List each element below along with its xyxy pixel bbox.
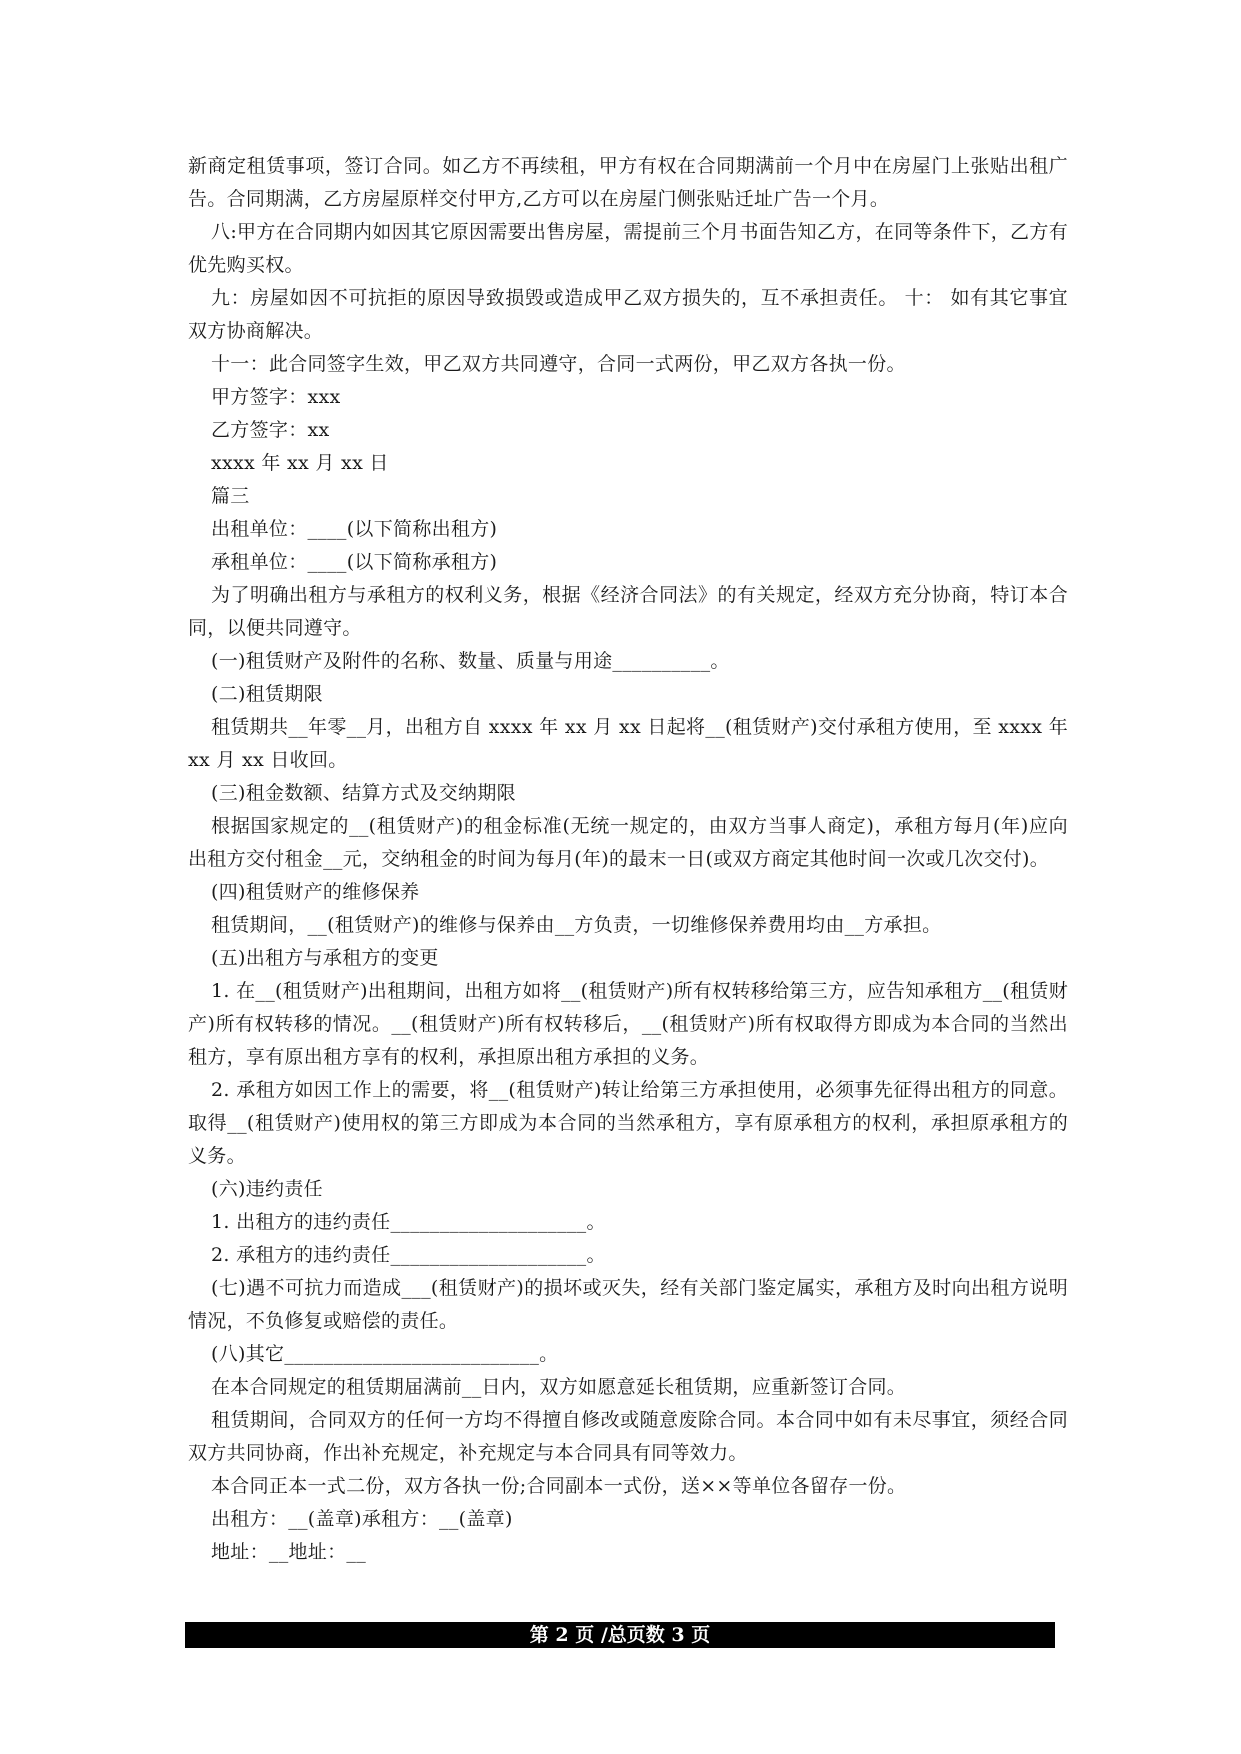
address-line: 地址：__地址：__ (211, 1541, 367, 1563)
section-heading: 篇三 (211, 485, 250, 507)
paragraph: 在本合同规定的租赁期届满前__日内，双方如愿意延长租赁期，应重新签订合同。 (211, 1376, 907, 1398)
paragraph: 八:甲方在合同期内如因其它原因需要出售房屋，需提前三个月书面告知乙方，在同等条件下，乙方有优先购买权。 (188, 221, 1068, 276)
paragraph: 2. 承租方的违约责任____________________。 (211, 1244, 606, 1266)
page-footer (185, 1622, 1055, 1648)
clause-heading: (八)其它__________________________。 (211, 1343, 559, 1365)
paragraph: 十一：此合同签字生效，甲乙双方共同遵守，合同一式两份，甲乙双方各执一份。 (211, 353, 906, 375)
clause-heading: (一)租赁财产及附件的名称、数量、质量与用途__________。 (211, 650, 730, 672)
paragraph: 承租单位：____(以下简称承租方) (211, 551, 498, 573)
clause-heading: (三)租金数额、结算方式及交纳期限 (211, 782, 516, 804)
paragraph: 1. 出租方的违约责任____________________。 (211, 1211, 606, 1233)
signature-line: 出租方：__(盖章)承租方：__(盖章) (211, 1508, 513, 1530)
paragraph: 为了明确出租方与承租方的权利义务，根据《经济合同法》的有关规定，经双方充分协商，特订本合同，以便共同遵守。 (188, 584, 1068, 639)
signature-line-party-a: 甲方签字：xxx (211, 386, 341, 408)
paragraph: 租赁期间，__(租赁财产)的维修与保养由__方负责，一切维修保养费用均由__方承担。 (211, 914, 942, 936)
paragraph: 2. 承租方如因工作上的需要，将__(租赁财产)转让给第三方承担使用，必须事先征得出租方的同意。取得__(租赁财产)使用权的第三方即成为本合同的当然承租方，享有原承租方的权利，承担原承租方的义务。 (188, 1079, 1068, 1167)
paragraph: (七)遇不可抗力而造成___(租赁财产)的损坏或灭失，经有关部门鉴定属实，承租方及时向出租方说明情况，不负修复或赔偿的责任。 (188, 1277, 1068, 1332)
paragraph: 出租单位：____(以下简称出租方) (211, 518, 498, 540)
paragraph: 租赁期共__年零__月，出租方自 xxxx 年 xx 月 xx 日起将__(租赁财产)交付承租方使用，至 xxxx 年 xx 月 xx 日收回。 (188, 716, 1068, 771)
paragraph: 九：房屋如因不可抗拒的原因导致损毁或造成甲乙双方损失的，互不承担责任。 十： 如有其它事宜双方协商解决。 (188, 287, 1068, 342)
signature-line-party-b: 乙方签字：xx (211, 419, 330, 441)
paragraph: 租赁期间，合同双方的任何一方均不得擅自修改或随意废除合同。本合同中如有未尽事宜，须经合同双方共同协商，作出补充规定，补充规定与本合同具有同等效力。 (188, 1409, 1068, 1464)
clause-heading: (五)出租方与承租方的变更 (211, 947, 439, 969)
clause-heading: (四)租赁财产的维修保养 (211, 881, 420, 903)
date-line: xxxx 年 xx 月 xx 日 (211, 452, 389, 474)
clause-heading: (二)租赁期限 (211, 683, 323, 705)
paragraph: 新商定租赁事项，签订合同。如乙方不再续租，甲方有权在合同期满前一个月中在房屋门上张贴出租广告。合同期满，乙方房屋原样交付甲方,乙方可以在房屋门侧张贴迁址广告一个月。 (188, 155, 1068, 210)
paragraph: 根据国家规定的__(租赁财产)的租金标准(无统一规定的，由双方当事人商定)，承租方每月(年)应向出租方交付租金__元，交纳租金的时间为每月(年)的最末一日(或双方商定其他时间一次或几次交付)。 (188, 815, 1068, 870)
page-number-label: 第 2 页 /总页数 3 页 (529, 1624, 711, 1646)
paragraph: 1. 在__(租赁财产)出租期间，出租方如将__(租赁财产)所有权转移给第三方，应告知承租方__(租赁财产)所有权转移的情况。__(租赁财产)所有权转移后，__(租赁财产)所有权取得方即成为本合同的当然出租方，享有原出租方享有的权利，承担原出租方承担的义务。 (188, 980, 1068, 1068)
clause-heading: (六)违约责任 (211, 1178, 323, 1200)
paragraph: 本合同正本一式二份，双方各执一份;合同副本一式份，送××等单位各留存一份。 (211, 1475, 907, 1497)
document-body (188, 150, 1068, 1569)
